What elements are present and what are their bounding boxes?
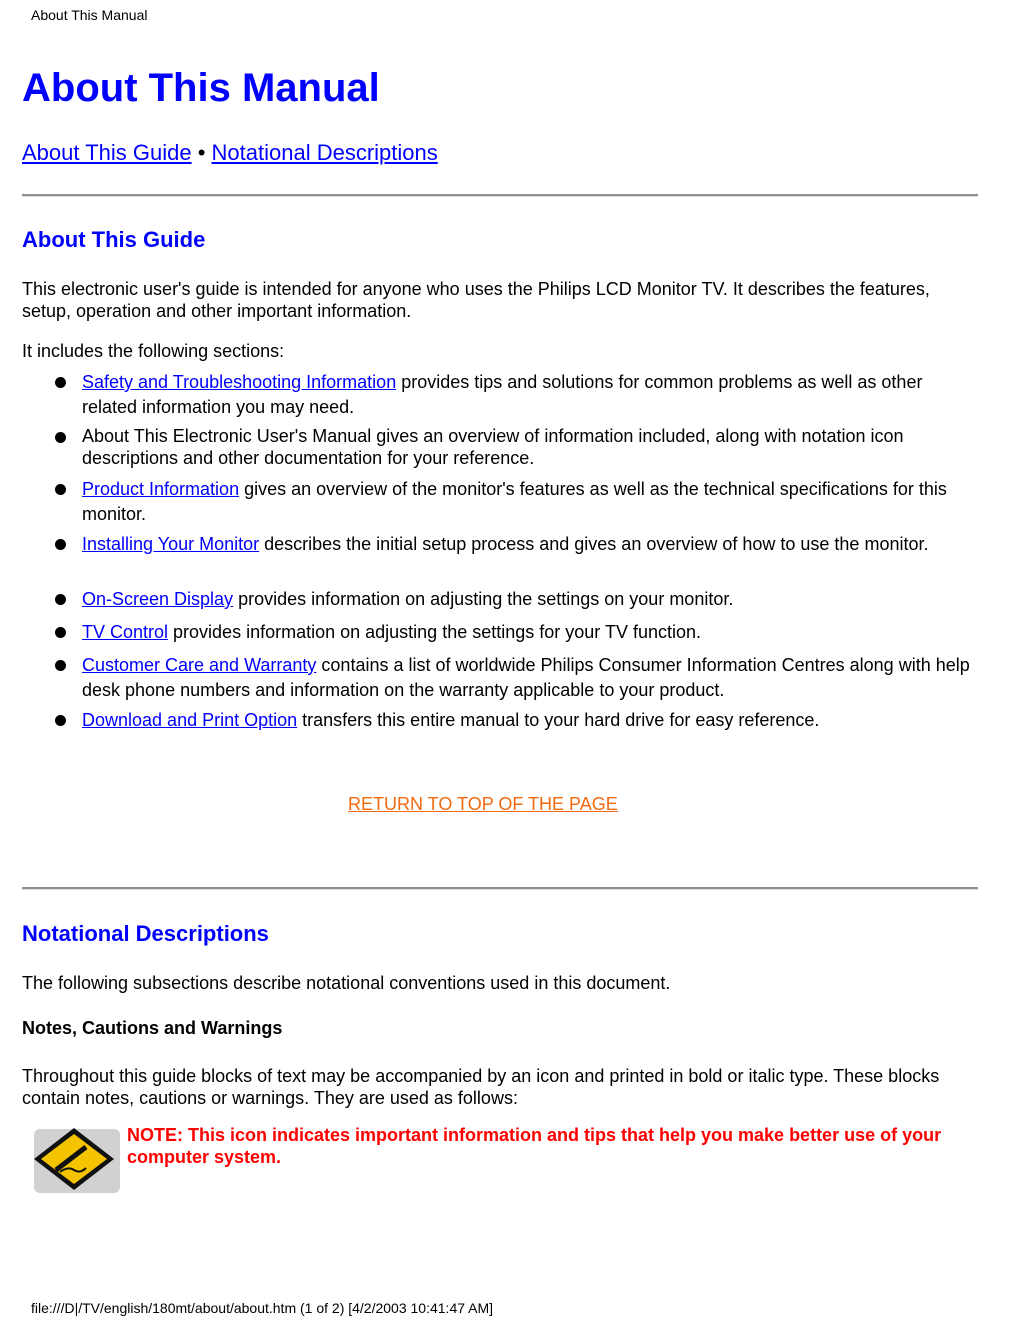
list-item: [22, 708, 978, 733]
nav-link-about-guide[interactable]: About This Guide: [22, 140, 192, 165]
bullet: [55, 715, 66, 726]
link-tv-control[interactable]: TV Control: [82, 622, 169, 642]
subheading-notes-cautions: Notes, Cautions and Warnings: [22, 1018, 283, 1038]
link-product-info[interactable]: Product Information: [82, 479, 240, 499]
notational-intro: The following subsections describe notational conventions used in this document.: [22, 973, 671, 993]
section-heading-notational: Notational Descriptions: [22, 921, 269, 946]
divider: [22, 194, 978, 197]
bullet: [55, 432, 66, 443]
list-item: [22, 587, 978, 612]
section-heading-about-guide: About This Guide: [22, 227, 206, 252]
bullet: [55, 377, 66, 388]
list-item: [22, 370, 978, 420]
list-item-text: gives an overview of the monitor's features as well as the technical specifications for this monitor.: [82, 479, 947, 524]
notes-body: Throughout this guide blocks of text may be accompanied by an icon and printed in bold or italic type. These blocks contain notes, cautions or warnings. They are used as follows:: [22, 1066, 940, 1108]
divider: [22, 887, 978, 890]
list-item-text: About This Electronic User's Manual gives an overview of information included, along with notation icon descriptions and other documentation for your reference.: [82, 426, 904, 468]
list-item-text: transfers this entire manual to your hard drive for easy reference.: [297, 710, 820, 730]
list-item-text: provides information on adjusting the settings for your TV function.: [168, 622, 701, 642]
bullet: [55, 539, 66, 550]
list-item: [22, 532, 978, 557]
link-safety[interactable]: Safety and Troubleshooting Information: [82, 372, 397, 392]
guide-intro: This electronic user's guide is intended for anyone who uses the Philips LCD Monitor TV. It describes the features, setup, operation and other important information.: [22, 279, 930, 321]
link-osd[interactable]: On-Screen Display: [82, 589, 234, 609]
sections-intro: It includes the following sections:: [22, 341, 285, 361]
page-title: About This Manual: [22, 66, 380, 110]
list-item: [22, 620, 978, 645]
return-to-top-link[interactable]: RETURN TO TOP OF THE PAGE: [348, 794, 618, 814]
list-item: [22, 653, 978, 703]
nav-separator: •: [191, 140, 212, 165]
list-item-text: contains a list of worldwide Philips Consumer Information Centres along with help desk phone numbers and information on the warranty applicable to your product.: [82, 655, 970, 700]
list-item: [22, 425, 978, 469]
link-installing[interactable]: Installing Your Monitor: [82, 534, 260, 554]
list-item-text: provides tips and solutions for common problems as well as other related information you may need.: [82, 372, 923, 417]
list-item: [22, 477, 978, 527]
note-warning-icon: [30, 1125, 122, 1195]
nav-link-notational[interactable]: Notational Descriptions: [211, 140, 438, 165]
bullet: [55, 484, 66, 495]
list-item-text: describes the initial setup process and gives an overview of how to use the monitor.: [259, 534, 929, 554]
bullet: [55, 594, 66, 605]
link-customer-care[interactable]: Customer Care and Warranty: [82, 655, 317, 675]
list-item-text: provides information on adjusting the settings on your monitor.: [233, 589, 734, 609]
browser-page-header: About This Manual: [31, 7, 148, 23]
bullet: [55, 660, 66, 671]
bullet: [55, 627, 66, 638]
link-download-print[interactable]: Download and Print Option: [82, 710, 298, 730]
note-text: NOTE: This icon indicates important information and tips that help you make better use of your computer system.: [127, 1125, 942, 1167]
browser-page-footer: file:///D|/TV/english/180mt/about/about.htm (1 of 2) [4/2/2003 10:41:47 AM]: [31, 1300, 494, 1316]
section-nav: [22, 140, 438, 166]
